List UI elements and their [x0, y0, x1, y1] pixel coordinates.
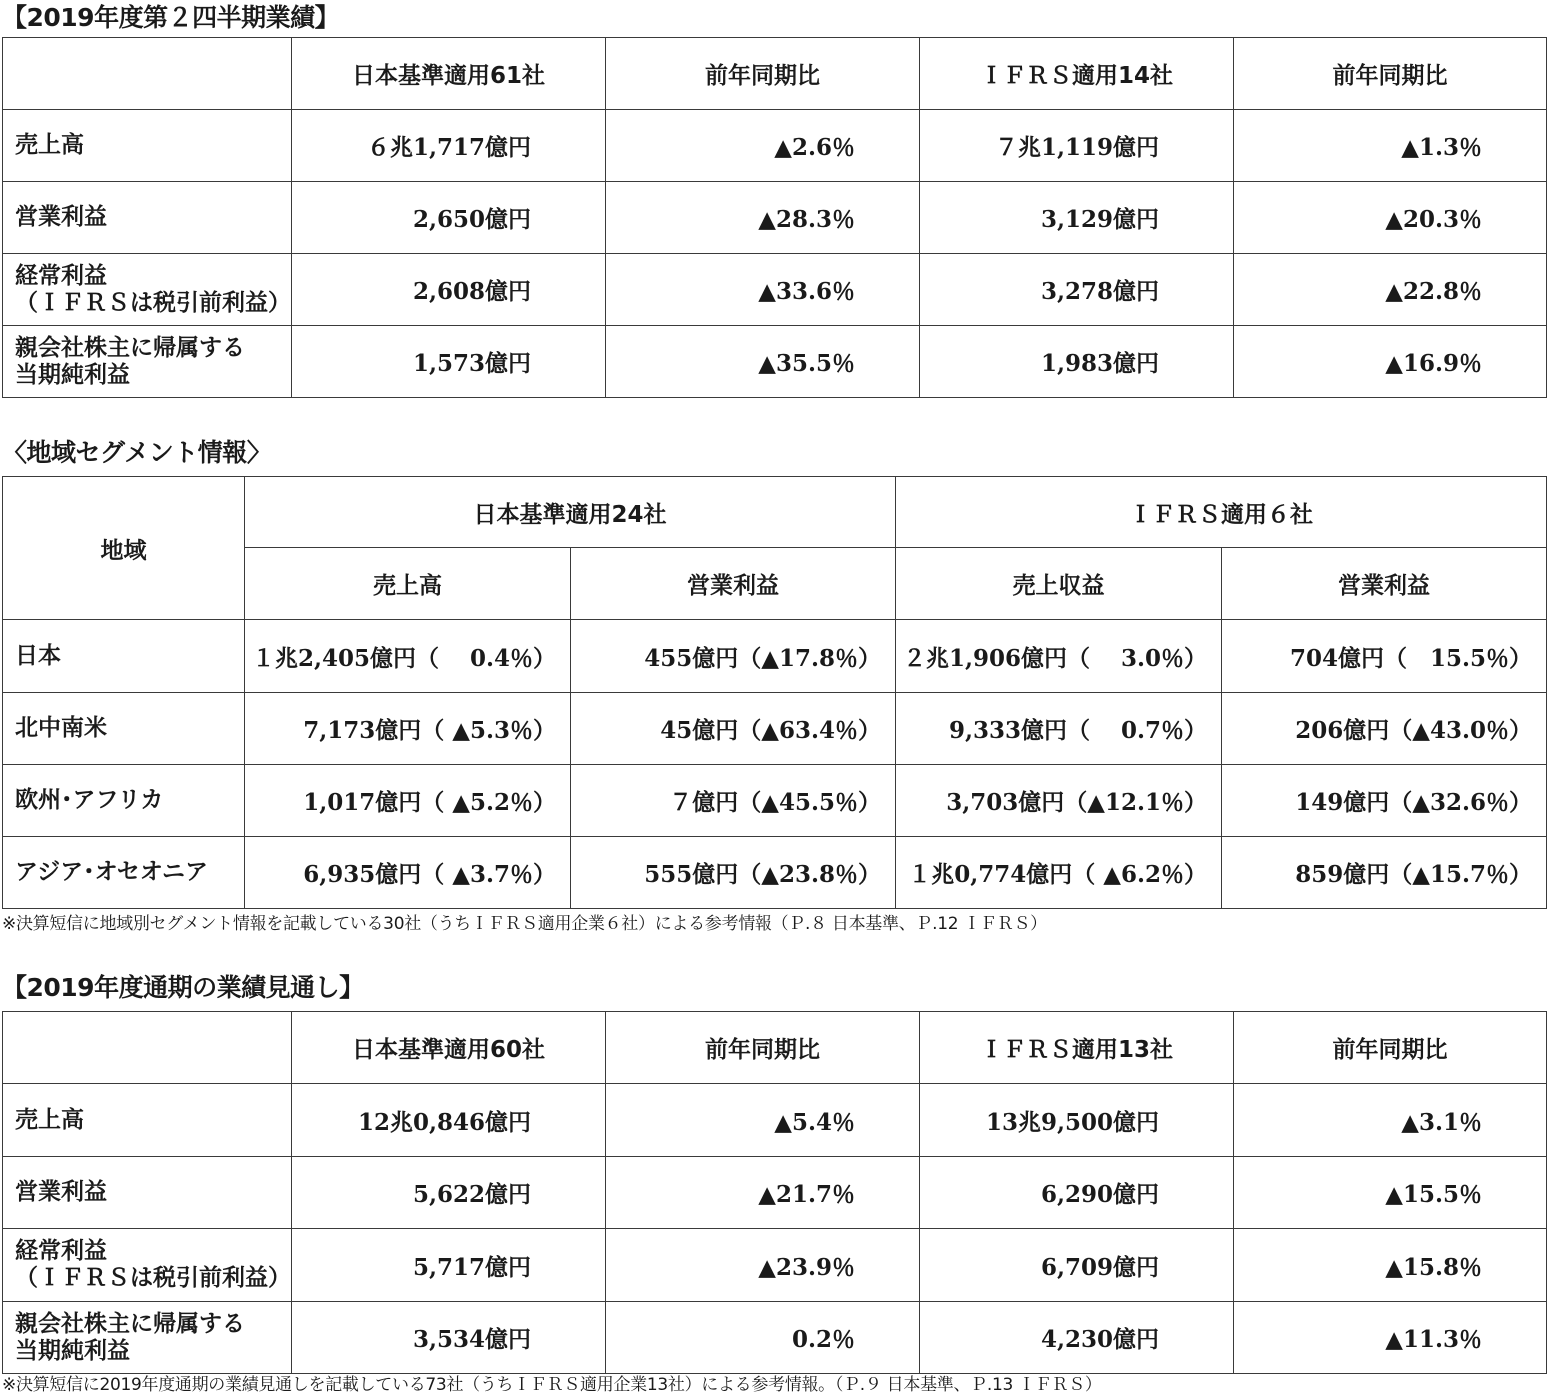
row-label [3, 326, 292, 398]
jgaap-yoy: 0.2％ [606, 1302, 920, 1374]
forecast-table [2, 1011, 1547, 1374]
segment-cell: 704億円（ 15.5％） [1222, 620, 1547, 693]
table-row [3, 110, 1547, 182]
ifrs-yoy: ▲16.9％ [1234, 326, 1547, 398]
row-label-line: 売上高 [15, 132, 84, 158]
segment-cell: 206億円（▲43.0％） [1222, 693, 1547, 765]
jgaap-value: 5,717億円 [292, 1229, 606, 1302]
region-label: 欧州･アフリカ [3, 765, 245, 837]
segment-footnote: ※決算短信に地域別セグメント情報を記載している30社（うちＩＦＲＳ適用企業６社）による参考情報（Ｐ.８ 日本基準、Ｐ.12 ＩＦＲＳ） [2, 914, 1047, 934]
jgaap-yoy: ▲23.9％ [606, 1229, 920, 1302]
segment-cell: 1,017億円（ ▲5.2％） [245, 765, 571, 837]
forecast-footnote: ※決算短信に2019年度通期の業績見通しを記載している73社（うちＩＦＲＳ適用企業13社）による参考情報。（Ｐ.９ 日本基準、Ｐ.13 ＩＦＲＳ） [2, 1375, 1102, 1395]
row-label [3, 254, 292, 326]
ifrs-value: 3,278億円 [920, 254, 1234, 326]
segment-group-header-row [3, 477, 1547, 548]
group-header-ifrs: ＩＦＲＳ適用６社 [896, 477, 1547, 548]
forecast-header-row [3, 1012, 1547, 1084]
forecast-header-blank [3, 1012, 292, 1084]
sub-header-op-profit: 営業利益 [571, 548, 896, 620]
region-label: 日本 [3, 620, 245, 693]
ifrs-value: 3,129億円 [920, 182, 1234, 254]
segment-cell: 455億円（▲17.8％） [571, 620, 896, 693]
row-label [3, 1157, 292, 1229]
sub-header-op-profit: 営業利益 [1222, 548, 1547, 620]
table-row [3, 1084, 1547, 1157]
ifrs-yoy: ▲11.3％ [1234, 1302, 1547, 1374]
row-label-line: 親会社株主に帰属する [15, 334, 245, 361]
forecast-header-yoy-jgaap: 前年同期比 [606, 1012, 920, 1084]
ifrs-value: 13兆9,500億円 [920, 1084, 1234, 1157]
ifrs-value: 1,983億円 [920, 326, 1234, 398]
jgaap-value: 1,573億円 [292, 326, 606, 398]
table-row [3, 1229, 1547, 1302]
row-label [3, 1229, 292, 1302]
ifrs-yoy: ▲1.3％ [1234, 110, 1547, 182]
segment-cell: 7,173億円（ ▲5.3％） [245, 693, 571, 765]
table-row [3, 326, 1547, 398]
q2-header-yoy-ifrs: 前年同期比 [1234, 38, 1547, 110]
segment-cell: １兆2,405億円（ 0.4％） [245, 620, 571, 693]
q2-header-yoy-jgaap: 前年同期比 [606, 38, 920, 110]
ifrs-yoy: ▲3.1％ [1234, 1084, 1547, 1157]
table-row [3, 254, 1547, 326]
table-row [3, 182, 1547, 254]
row-label-line: 経常利益 [15, 1238, 107, 1264]
ifrs-yoy: ▲20.3％ [1234, 182, 1547, 254]
row-label-line: 売上高 [15, 1106, 84, 1133]
q2-header-blank [3, 38, 292, 110]
jgaap-yoy: ▲33.6％ [606, 254, 920, 326]
jgaap-yoy: ▲28.3％ [606, 182, 920, 254]
jgaap-yoy: ▲2.6％ [606, 110, 920, 182]
row-label-line: 営業利益 [15, 1179, 107, 1205]
segment-cell: 45億円（▲63.4％） [571, 693, 896, 765]
segment-cell: ２兆1,906億円（ 3.0％） [896, 620, 1222, 693]
q2-header-ifrs: ＩＦＲＳ適用14社 [920, 38, 1234, 110]
q2-header-jgaap: 日本基準適用61社 [292, 38, 606, 110]
segment-cell: 9,333億円（ 0.7％） [896, 693, 1222, 765]
row-label [3, 110, 292, 182]
q2-heading: 【2019年度第２四半期業績】 [2, 3, 340, 32]
segment-cell: 3,703億円（▲12.1％） [896, 765, 1222, 837]
q2-results-table [2, 37, 1547, 398]
segment-cell: ７億円（▲45.5％） [571, 765, 896, 837]
table-row [3, 620, 1547, 693]
forecast-heading: 【2019年度通期の業績見通し】 [2, 973, 364, 1002]
table-row [3, 1157, 1547, 1229]
row-label-line: 親会社株主に帰属する [15, 1310, 245, 1337]
table-row [3, 837, 1547, 909]
sub-header-revenue: 売上収益 [896, 548, 1222, 620]
region-label: 北中南米 [3, 693, 245, 765]
forecast-header-yoy-ifrs: 前年同期比 [1234, 1012, 1547, 1084]
ifrs-yoy: ▲22.8％ [1234, 254, 1547, 326]
jgaap-value: 2,650億円 [292, 182, 606, 254]
row-label [3, 182, 292, 254]
sub-header-sales: 売上高 [245, 548, 571, 620]
row-label-line: （ＩＦＲＳは税引前利益） [15, 289, 291, 316]
row-label [3, 1302, 292, 1374]
group-header-jgaap: 日本基準適用24社 [245, 477, 896, 548]
ifrs-yoy: ▲15.5％ [1234, 1157, 1547, 1229]
jgaap-value: 12兆0,846億円 [292, 1084, 606, 1157]
forecast-header-jgaap: 日本基準適用60社 [292, 1012, 606, 1084]
segment-cell: 149億円（▲32.6％） [1222, 765, 1547, 837]
segment-heading: 〈地域セグメント情報〉 [2, 438, 272, 467]
segment-table [2, 476, 1547, 909]
jgaap-yoy: ▲35.5％ [606, 326, 920, 398]
segment-cell: 859億円（▲15.7％） [1222, 837, 1547, 909]
ifrs-value: 4,230億円 [920, 1302, 1234, 1374]
forecast-header-ifrs: ＩＦＲＳ適用13社 [920, 1012, 1234, 1084]
ifrs-yoy: ▲15.8％ [1234, 1229, 1547, 1302]
q2-header-row [3, 38, 1547, 110]
jgaap-value: 3,534億円 [292, 1302, 606, 1374]
region-label: アジア･オセオニア [3, 837, 245, 909]
jgaap-yoy: ▲21.7％ [606, 1157, 920, 1229]
row-label-line: （ＩＦＲＳは税引前利益） [15, 1265, 291, 1291]
ifrs-value: ７兆1,119億円 [920, 110, 1234, 182]
row-label [3, 1084, 292, 1157]
segment-cell: １兆0,774億円（ ▲6.2％） [896, 837, 1222, 909]
jgaap-value: ６兆1,717億円 [292, 110, 606, 182]
row-label-line: 経常利益 [15, 262, 107, 289]
row-label-line: 当期純利益 [15, 361, 130, 388]
jgaap-yoy: ▲5.4％ [606, 1084, 920, 1157]
table-row [3, 1302, 1547, 1374]
region-header: 地域 [3, 477, 245, 620]
jgaap-value: 5,622億円 [292, 1157, 606, 1229]
row-label-line: 営業利益 [15, 204, 107, 230]
table-row [3, 693, 1547, 765]
table-row [3, 765, 1547, 837]
ifrs-value: 6,709億円 [920, 1229, 1234, 1302]
jgaap-value: 2,608億円 [292, 254, 606, 326]
segment-cell: 555億円（▲23.8％） [571, 837, 896, 909]
segment-cell: 6,935億円（ ▲3.7％） [245, 837, 571, 909]
row-label-line: 当期純利益 [15, 1337, 130, 1364]
ifrs-value: 6,290億円 [920, 1157, 1234, 1229]
